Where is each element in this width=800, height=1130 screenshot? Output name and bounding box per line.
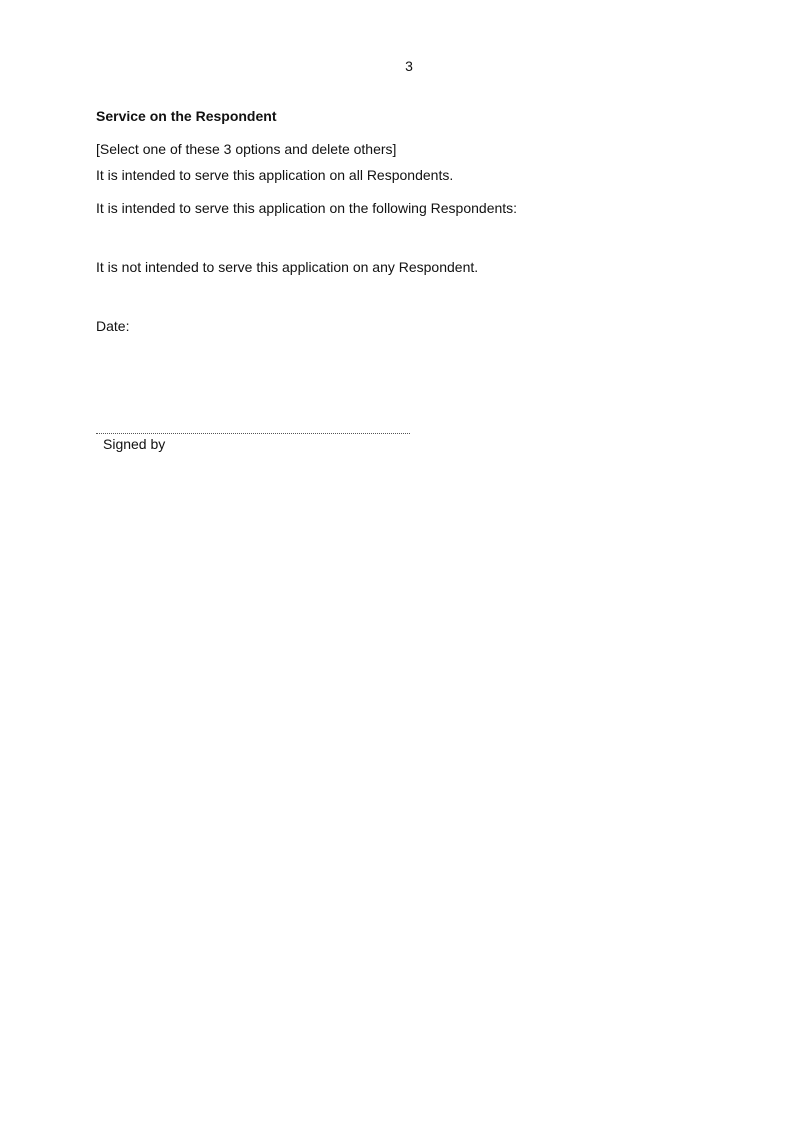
option-serve-following: It is intended to serve this application on the following Respondents:: [96, 200, 518, 216]
date-label: Date:: [96, 318, 130, 334]
page-number: 3: [405, 58, 413, 74]
instruction-text: [Select one of these 3 options and delete others]: [96, 141, 397, 157]
signed-by-label: Signed by: [103, 436, 166, 452]
option-serve-all: It is intended to serve this application on all Respondents.: [96, 167, 454, 183]
section-heading: Service on the Respondent: [96, 108, 277, 124]
signature-line: [96, 433, 410, 434]
option-serve-none: It is not intended to serve this application on any Respondent.: [96, 259, 479, 275]
